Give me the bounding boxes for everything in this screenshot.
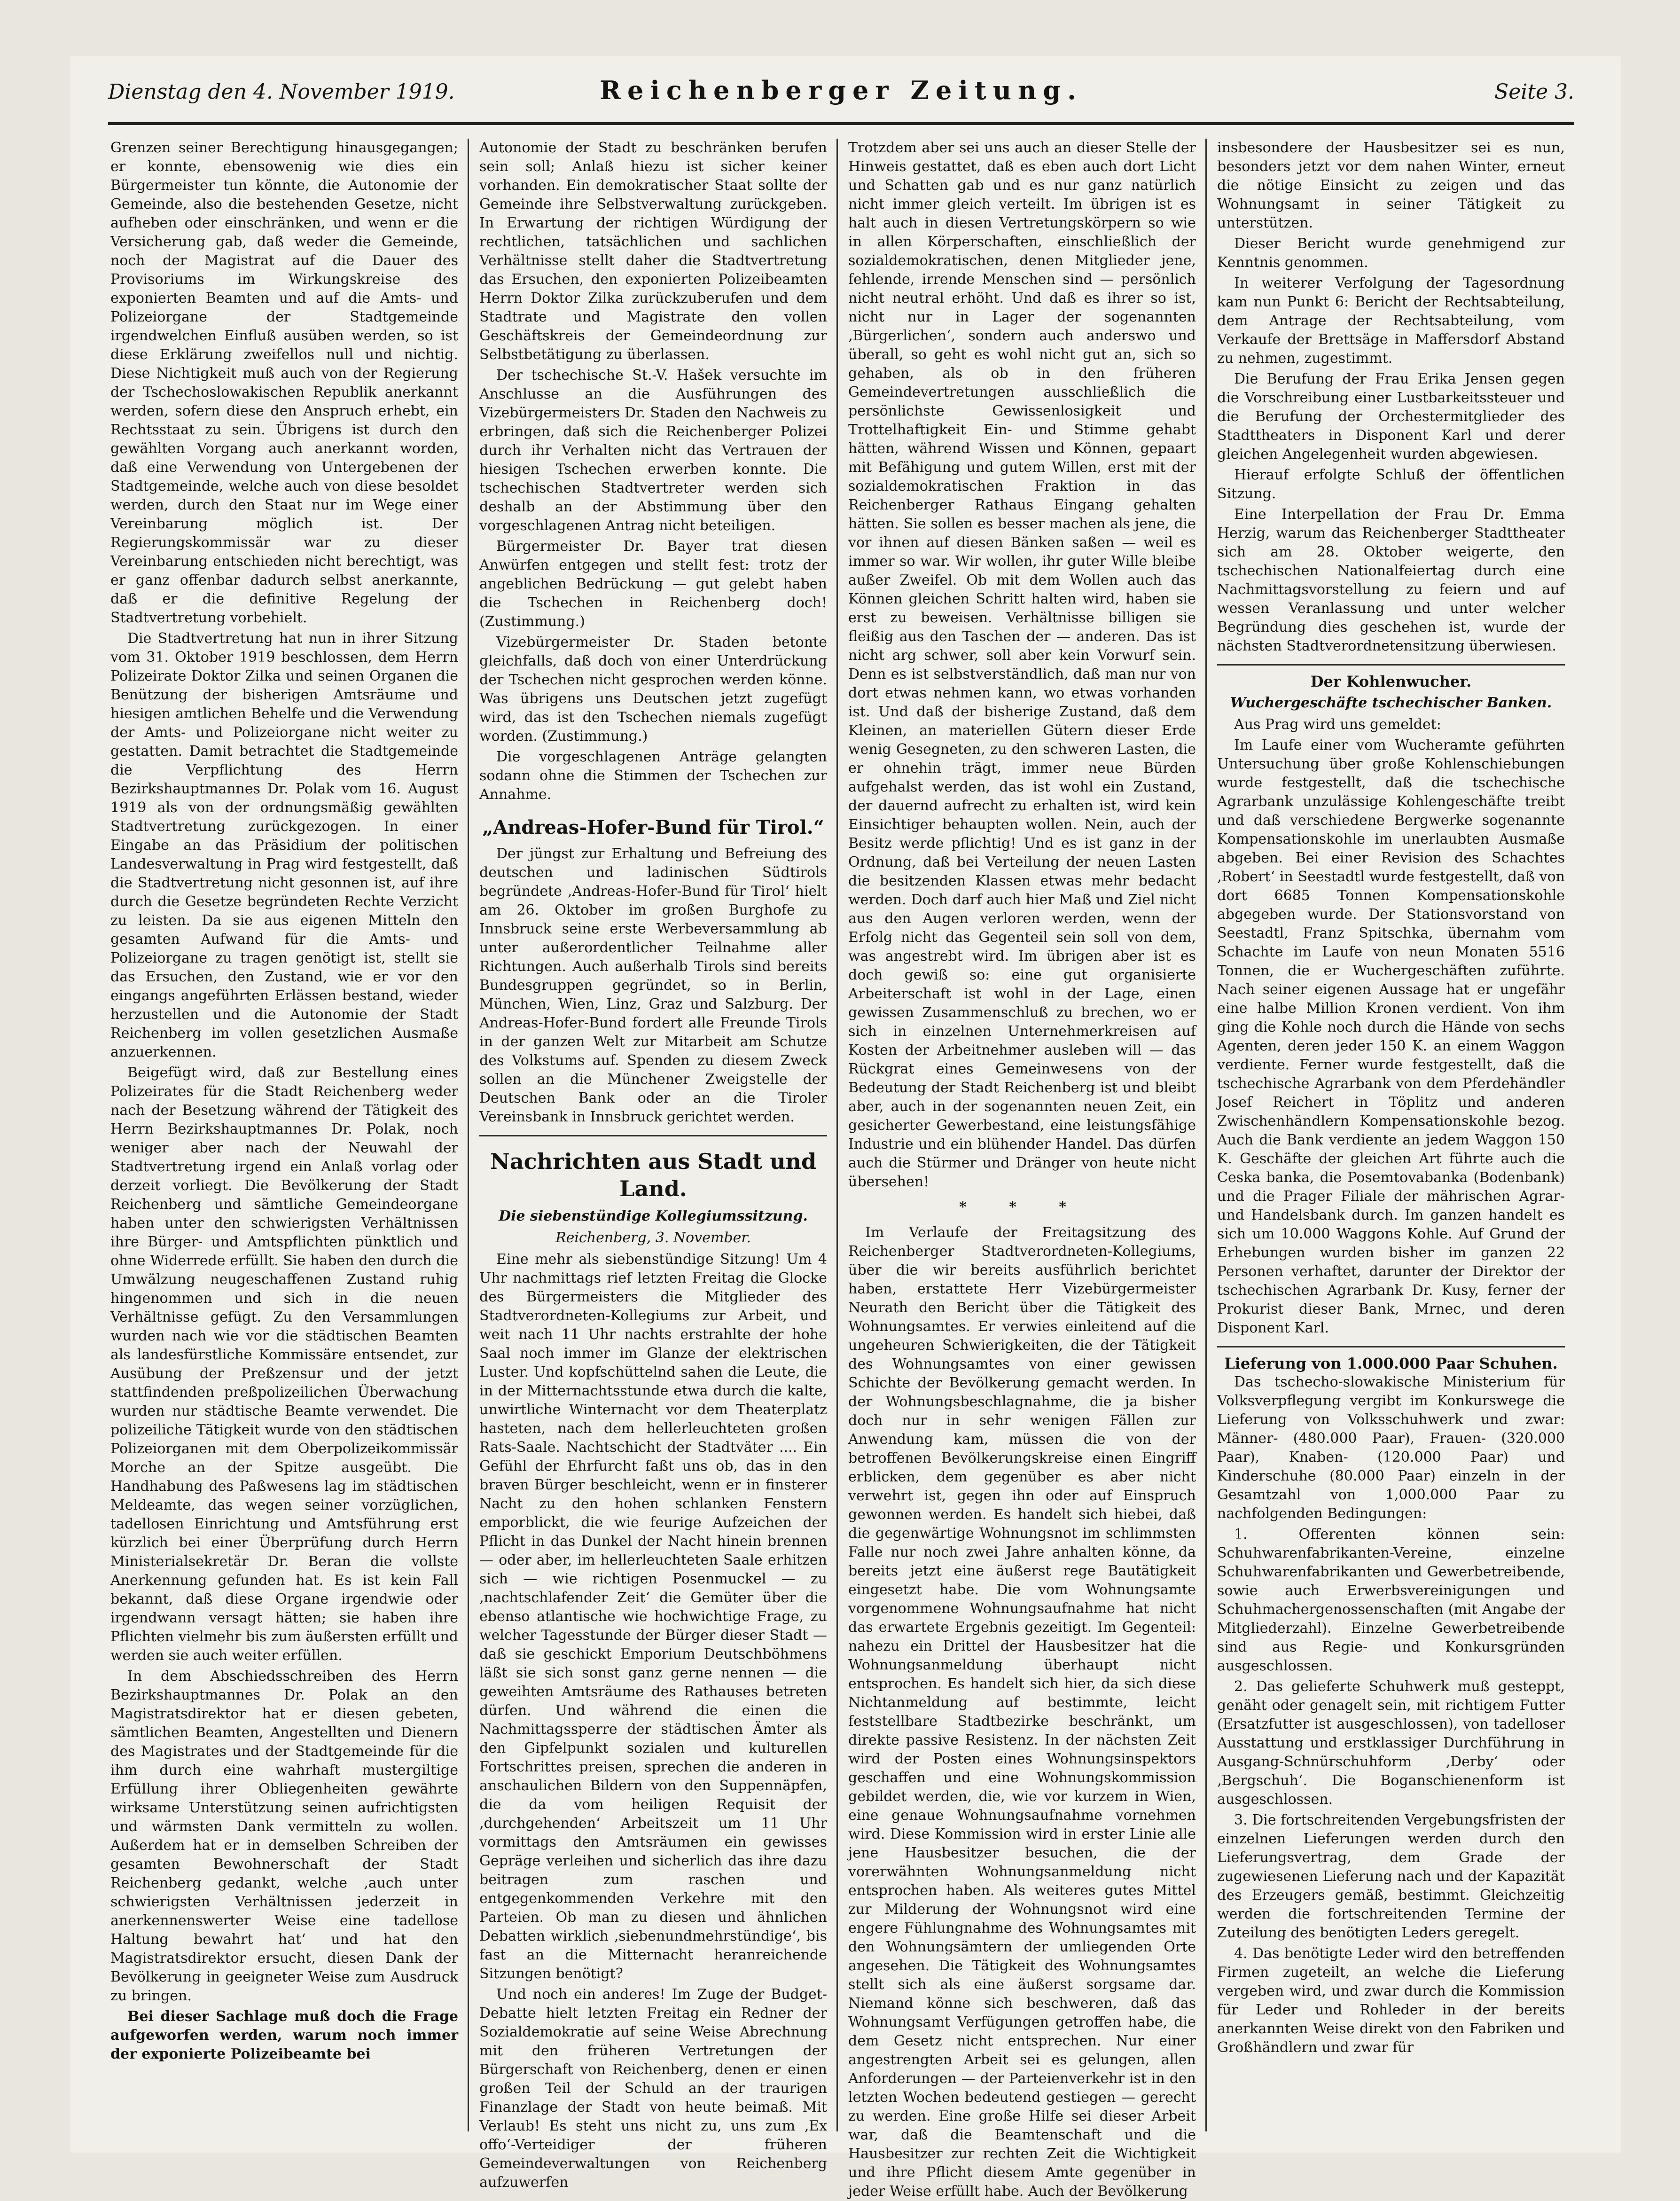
column-1 <box>110 139 458 2113</box>
article-paragraph: Beigefügt wird, daß zur Bestellung eines Polizeirates für die Stadt Reichenberg weder nach der Besetzung während der Tätigkeit des Herrn Bezirkshauptmannes Dr. Polak, noch weniger aber nach der Neuwahl der Stadtvertretung irgend ein Anlaß vorlag oder derzeit vorliegt. Die Bevölkerung der Stadt Reichenberg und sämtliche Gemeindeorgane haben unter den schwierigsten Verhältnissen ihre Bürger- und Amtspflichten pünktlich und ohne Widerrede erfüllt. Sie haben den durch die Umwälzung neugeschaffenen Zustand ruhig hingenommen und sich in die neuen Verhältnisse gefügt. Zu den Versammlungen wurden nach wie vor die städtischen Beamten als landesfürstliche Kommissäre entsendet, zur Ausübung der Preßzensur und der jetzt stattfindenden preßpolizeilichen Überwachung wurden nur städtische Beamte verwendet. Die polizeiliche Tätigkeit wurde von den städtischen Polizeiorganen mit dem Oberpolizeikommissär Morche an der Spitze ausgeübt. Die Handhabung des Paßwesens lag im städtischen Meldeamte, das wegen seiner vorzüglichen, tadellosen Einrichtung und Amtsführung erst kürzlich bei einer Überprüfung durch Herrn Ministerialsekretär Dr. Beran die vollste Anerkennung gefunden hat. Es ist kein Fall bekannt, daß diese Organe irgendwie oder irgendwann versagt hätten; sie haben ihre Pflichten vielmehr bis zum äußersten erfüllt und werden sie auch weiter erfüllen. <box>110 1065 458 1664</box>
masthead-title: Reichenberger Zeitung. <box>600 75 1083 105</box>
article-paragraph: Die Berufung der Frau Erika Jensen gegen die Vorschreibung einer Lustbarkeitssteuer und die Berufung der Orchestermitglieder des Stadttheaters in Disponent Karl und derer gleichen Angelegenheit wurden abgewiesen. <box>1217 371 1565 462</box>
column-divider <box>1205 139 1207 2131</box>
article-paragraph: Die vorgeschlagenen Anträge gelangten sodann ohne die Stimmen der Tschechen zur Annahme. <box>479 749 827 803</box>
article-paragraph: In weiterer Verfolgung der Tagesordnung kam nun Punkt 6: Bericht der Rechtsabteilung, dem Antrage der Rechtsabteilung, vom Verkaufe der Brettsäge in Maffersdorf Abstand zu nehmen, zugestimmt. <box>1217 275 1565 367</box>
article-paragraph: Die Stadtvertretung hat nun in ihrer Sitzung vom 31. Oktober 1919 beschlossen, dem Herrn Polizeirate Doktor Zilka und seinen Organen die Benützung der bisherigen Amtsräume und hiesigen amtlichen Behelfe und die Verwendung der Amts- und Polizeiorgane nicht weiter zu gestatten. Damit betrachtet die Stadtgemeinde die Verpflichtung des Herrn Bezirkshauptmannes Dr. Polak vom 16. August 1919 als von der ordnungsmäßig gewählten Stadtvertretung zurückgezogen. In einer Eingabe an das Präsidium der politischen Landesverwaltung in Prag wird festgestellt, daß die Stadtvertretung nicht gesonnen ist, auf ihre durch die Gesetze begründeten Rechte Verzicht zu leisten. Da sie aus eigenen Mitteln den gesamten Aufwand für die Amts- und Polizeiorgane zu tragen genötigt ist, stellt sie das Ersuchen, den Zustand, wie er vor den eingangs angeführten Erlässen bestand, wieder herzustellen und die Autonomie der Stadt Reichenberg im vollen gesetzlichen Ausmaße anzuerkennen. <box>110 630 458 1060</box>
column-divider <box>836 139 838 2131</box>
article-paragraph: Autonomie der Stadt zu beschränken berufen sein soll; Anlaß hiezu ist sicher keiner vorhanden. Ein demokratischer Staat sollte der Gemeinde ihre Selbstverwaltung zurückgeben. In Erwartung der richtigen Würdigung der rechtlichen, tatsächlichen und sachlichen Verhältnisse stellt daher die Stadtvertretung das Ersuchen, den exponierten Polizeibeamten Herrn Doktor Zilka zurückzuberufen und dem Stadtrate und Magistrate den vollen Geschäftskreis der Gemeindeordnung zur Selbstbetätigung zu überlassen. <box>479 140 827 363</box>
section-separator-stars: * * * <box>959 1199 1085 1215</box>
article-paragraph: Grenzen seiner Berechtigung hinausgegangen; er konnte, ebensowenig wie dies ein Bürgermeister tun könnte, die Autonomie der Gemeinde, also die bestehenden Gesetze, nicht aufheben oder einschränken, und wenn er die Versicherung gab, daß weder die Gemeinde, noch der Magistrat auf die Dauer des Provisoriums im Wirkungskreise des exponierten Beamten und auf die Amts- und Polizeiorgane der Stadtgemeinde irgendwelchen Einfluß ausüben werden, so ist diese Erklärung zweifellos null und nichtig. Diese Nichtigkeit muß auch von der Regierung der Tschechoslowakischen Republik anerkannt werden, sofern diese den Anspruch erhebt, ein Rechtsstaat zu sein. Übrigens ist durch den gewählten Vorgang auch anerkannt worden, daß eine Verwendung von Untergebenen der Stadtgemeinde, welche auch von diese besoldet werden, durch den Staat nur im Wege einer Vereinbarung möglich ist. Der Regierungskommissär war zu dieser Vereinbarung entschieden nicht berechtigt, was er ganz offenbar dadurch selbst anerkannte, daß er die definitive Regelung der Stadtvertretung vorbehielt. <box>110 140 458 626</box>
article-heading-andreas-hofer: „Andreas-Hofer-Bund für Tirol.“ <box>482 816 824 838</box>
newspaper-page <box>70 56 1621 2200</box>
section-divider <box>479 1135 827 1136</box>
article-paragraph: Im Laufe einer vom Wucheramte geführten Untersuchung über große Kohlenschiebungen wurde festgestellt, daß die tschechische Agrarbank unzulässige Kohlengeschäfte treibt und daß verschiedene Bergwerke sogenannte Kompensationskohle im unerlaubten Ausmaße abgeben. Bei einer Revision des Schachtes ‚Robert‘ in Seestadtl wurde festgestellt, daß von dort 6685 Tonnen Kompensationskohle abgegeben wurde. Der Stationsvorstand von Seestadtl, Franz Spitschka, übernahm vom Schachte im Laufe von neun Monaten 5516 Tonnen, die er Wuchergeschäften zuführte. Nach seiner eigenen Aussage hat er ungefähr eine halbe Million Kronen verdient. Von ihm ging die Kohle noch durch die Hände von sechs Agenten, deren jeder 150 K. an einem Waggon verdiente. Ferner wurde festgestellt, daß die tschechische Agrarbank von dem Pferdehändler Josef Reichert in Töplitz und anderen Zwischenhändlern Kompensationskohle bezog. Auch die Bank verdiente an jedem Waggon 150 K. Geschäfte der gleichen Art führte auch die Ceska banka, die Posemtovabanka (Bodenbank) und die Prager Filiale der mährischen Agrar- und Handelsbank durch. Im ganzen handelt es sich um 10.000 Waggons Kohle. Auf Grund der Erhebungen wurden bisher im ganzen 22 Personen verhaftet, darunter der Direktor der tschechischen Agrarbank Dr. Kusy, ferner der Prokurist dieser Bank, Mrnec, und deren Disponent Karl. <box>1217 737 1565 1336</box>
issue-date: Dienstag den 4. November 1919. <box>108 80 455 104</box>
article-paragraph: Der tschechische St.-V. Hašek versuchte im Anschlusse an die Ausführungen des Vizebürgermeisters Dr. Staden den Nachweis zu erbringen, daß sich die Reichenberger Polizei durch ihr Verhalten nicht das Vertrauen der hiesigen Tschechen erwerben konnte. Die tschechischen Stadtvertreter werden sich deshalb an der Abstimmung über den vorgeschlagenen Antrag nicht beteiligen. <box>479 367 827 534</box>
article-paragraph: Vizebürgermeister Dr. Staden betonte gleichfalls, daß doch von einer Unterdrückung der Tschechen nicht gesprochen werden könne. Was übrigens uns Deutschen jetzt zugefügt wird, das ist den Tschechen niemals zugefügt worden. (Zustimmung.) <box>479 634 827 744</box>
article-subhead: Die siebenstündige Kollegiumssitzung. <box>499 1208 808 1224</box>
column-4 <box>1217 139 1565 2113</box>
article-dateline: Aus Prag wird uns gemeldet: <box>1234 716 1441 733</box>
article-paragraph: Eine mehr als siebenstündige Sitzung! Um 4 Uhr nachmittags rief letzten Freitag die Glocke des Bürgermeisters die Mitglieder des Stadtverordneten-Kollegiums zur Arbeit, und weit nach 11 Uhr nachts erstrahlte der hohe Saal noch immer im Glanze der elektrischen Luster. Und kopfschüttelnd sahen die Leute, die in der Mitternachtsstunde etwa durch die kalte, unwirtliche Winternacht vor dem Theaterplatz hasteten, nach dem hellerleuchteten großen Rats-Saale. Nachtschicht der Stadtväter .... Ein Gefühl der Ehrfurcht faßt uns ob, das in den braven Bürger beschleicht, wenn er in finsterer Nacht zu den hohen schlanken Fenstern emporblickt, die wie feurige Aufzeichen der Pflicht in das Dunkel der Nacht hinein brennen — oder aber, im hellerleuchteten Saale erhitzen sich — wie richtigen Posenmuckel — zu ‚nachtschlafender Zeit‘ die Gemüter über die ebenso atlantische wie hochwichtige Frage, zu welcher Tagesstunde der Bürger dieser Stadt — daß sie geschickt Emporium Deutschböhmens läßt sie sich sonst ganz gerne nennen — die geweihten Amtsräume des Rathauses betreten dürfen. Und während die einen die Nachmittagssperre der städtischen Ämter als den Gipfelpunkt sozialen und kulturellen Fortschrittes preisen, sprechen die anderen in anschaulichen Bildern von den Suppennäpfen, die da vom heiligen Requisit der ‚durchgehenden‘ Arbeitszeit um 11 Uhr vormittags den Amtsräumen ein gewisses Gepräge verleihen und sicherlich das ihre dazu beitragen zum raschen und entgegenkommenden Verkehre mit den Parteien. Ob man zu diesen und ähnlichen Debatten wirklich ‚siebenundmehrstündige‘, bis fast an die Mitternacht heranreichende Sitzungen benötigt? <box>479 1251 827 1982</box>
article-paragraph: Hierauf erfolgte Schluß der öffentlichen Sitzung. <box>1217 467 1565 502</box>
article-dateline: Reichenberg, 3. November. <box>555 1230 751 1246</box>
column-3 <box>848 139 1196 2200</box>
page-header <box>108 70 1574 125</box>
article-paragraph: Der jüngst zur Erhaltung und Befreiung des deutschen und ladinischen Südtirols begründete ‚Andreas-Hofer-Bund für Tirol‘ hielt am 26. Oktober im großen Burghofe zu Innsbruck seine erste Werbeversammlung ab unter außerordentlicher Teilnahme aller Richtungen. Auch außerhalb Tirols sind bereits Bundesgruppen gegründet, so in Berlin, München, Wien, Linz, Graz und Salzburg. Der Andreas-Hofer-Bund fordert alle Freunde Tirols in der ganzen Welt zur Mitarbeit am Schutze des Volkstums auf. Spenden zu diesem Zweck sollen an die Münchener Zweigstelle der Deutschen Bank oder an die Tiroler Vereinsbank in Innsbruck gerichtet werden. <box>479 846 827 1125</box>
article-paragraph: Eine Interpellation der Frau Dr. Emma Herzig, warum das Reichenberger Stadttheater sich am 28. Oktober weigerte, den tschechischen Nationalfeiertag durch eine Nachmittagsvorstellung zu feiern und auf wessen Veranlassung und unter welcher Begründung dies geschehen ist, wurde der nächsten Stadtverordnetensitzung überwiesen. <box>1217 506 1565 654</box>
article-paragraph: Bei dieser Sachlage muß doch die Frage aufgeworfen werden, warum noch immer der exponierte Polizeibeamte bei <box>110 2008 458 2062</box>
column-2 <box>479 139 827 2191</box>
article-paragraph: Im Verlaufe der Freitagsitzung des Reichenberger Stadtverordneten-Kollegiums, über die wir bereits ausführlich berichtet haben, erstattete Herr Vizebürgermeister Neurath den Bericht über die Tätigkeit des Wohnungsamtes. Er verwies einleitend auf die ungeheuren Schwierigkeiten, die der Tätigkeit des Wohnungsamtes von einer gewissen Schichte der Bevölkerung gemacht werden. In der Wohnungsbeschlagnahme, die ja bisher doch nur in sehr wenigen Fällen zur Anwendung kam, müssen die von der betroffenen Bevölkerungskreise einen Eingriff erblicken, dem gegenüber es aber nicht verwehrt ist, gegen ihn oder auf Einspruch gewonnen werden. Es handelt sich hiebei, daß die gegenwärtige Wohnungsnot im schlimmsten Falle nur noch zwei Jahre anhalten könne, da bereits jetzt eine äußerst rege Bautätigkeit eingesetzt habe. Die vom Wohnungsamte vorgenommene Wohnungsaufnahme hat nicht das erwartete Ergebnis gezeitigt. Im Gegenteil: nahezu ein Drittel der Hausbesitzer hat die Wohnungsanmeldung überhaupt nicht entsprochen. Es handelt sich hier, da sich diese Nichtanmeldung auf bestimmte, leicht feststellbare Stadtbezirke beschränkt, um direkte passive Resistenz. In der nächsten Zeit wird der Posten eines Wohnungsinspektors geschaffen und eine Wohnungskommission gebildet werden, die, wie vor kurzem in Wien, eine genaue Wohnungsaufnahme vornehmen wird. Diese Kommission wird in erster Linie alle jene Hausbesitzer besuchen, die der vorerwähnten Wohnungsanmeldung nicht entsprochen haben. Als weiteres gutes Mittel zur Milderung der Wohnungsnot wird eine engere Fühlungnahme des Wohnungsamtes mit den Wohnungsämtern der umliegenden Orte angesehen. Die Tätigkeit des Wohnungsamtes stellt sich als eine äußerst sorgsame dar. Niemand könne sich beschweren, daß das Wohnungsamt Verfügungen getroffen habe, die dem Gesetz nicht entsprechen. Nur einer angestrengten Arbeit sei es gelungen, allen Anforderungen — der Parteienverkehr ist in den letzten Wochen bedeutend gestiegen — gerecht zu werden. Eine große Hilfe sei dieser Arbeit war, daß die Beamtenschaft und die Hausbesitzer zur rechten Zeit die Wichtigkeit und ihre Pflicht diesem Amte gegenüber in jeder Weise erfüllt habe. Auch der Bevölkerung <box>848 1224 1196 2200</box>
article-heading-kohlenwucher: Der Kohlenwucher. <box>1217 664 1565 691</box>
article-paragraph: Das tschecho-slowakische Ministerium für Volksverpflegung vergibt im Konkurswege die Lieferung von Volksschuhwerk und zwar: Männer- (480.000 Paar), Frauen- (320.000 Paar), Knaben- (120.000 Paar) und Kinderschuhe (80.000 Paar) einzeln in der Gesamtzahl von 1,000.000 Paar zu nachfolgenden Bedingungen: <box>1217 1374 1565 1522</box>
article-paragraph: 3. Die fortschreitenden Vergebungsfristen der einzelnen Lieferungen werden durch den Lieferungsvertrag, dem Grade der zugewiesenen Lieferung nach und der Kapazität des Erzeugers gemäß, bestimmt. Gleichzeitig werden die fortschreitenden Termine der Zuteilung des benötigten Leders geregelt. <box>1217 1812 1565 1941</box>
article-paragraph: 1. Offerenten können sein: Schuhwarenfabrikanten-Vereine, einzelne Schuhwarenfabrikanten und Gewerbetreibende, sowie auch Erwerbsvereinigungen und Schuhmachergenossenschaften (mit Angabe der Mitgliederzahl). Einzelne Gewerbetreibende sind aus Regie- und Konkursgründen ausgeschlossen. <box>1217 1526 1565 1674</box>
article-paragraph: Trotzdem aber sei uns auch an dieser Stelle der Hinweis gestattet, daß es eben auch dort Licht und Schatten gab und es nur ganz natürlich nicht immer gleich verteilt. Im übrigen ist es halt auch in diesen Vertretungskörpern so wie in allen Körperschaften, einschließlich der sozialdemokratischen, denen Mitglieder jene, fehlende, irrende Menschen sind — persönlich nicht neutral erhöht. Und daß es ihrer so ist, nicht nur in Lager der sogenannten ‚Bürgerlichen‘, sondern auch anderswo und überall, so geht es wohl nicht gut an, sich so gehaben, als ob in den früheren Gemeindevertretungen ausschließlich die persönlichste Gewissenlosigkeit und Trottelhaftigkeit Ein- und Stimme gehabt hätten, während Wissen und Können, gepaart mit Befähigung und gutem Willen, erst mit der sozialdemokratischen Fraktion in das Reichenberger Rathaus Eingang gehalten hätten. Sie sollen es besser machen als jene, die vor ihnen auf diesen Bänken saßen — weil es immer so war. Wir wollen, ihr guter Wille bleibe außer Zweifel. Ob mit dem Wollen auch das Können gleichen Schritt halten wird, haben sie erst zu beweisen. Verhältnisse billigen sie fleißig aus den Taschen der — anderen. Das ist nicht arg schwer, soll aber kein Vorwurf sein. Denn es ist selbstverständlich, daß man nur von dort etwas nehmen kann, wo etwas vorhanden ist. Und daß der bisherige Zustand, daß dem Kleinen, an materiellen Gütern dieser Erde wenig Gesegneten, zu den schweren Lasten, die er ohnehin trägt, immer neue Bürden aufgehalst werden, das ist wohl ein Zustand, der dauernd aufrecht zu erhalten ist, wird kein Einsichtiger behaupten wollen. Nein, auch der Besitz werde pflichtig! Und es ist ganz in der Ordnung, daß bei Verteilung der neuen Lasten die besitzenden Klassen etwas mehr bedacht werden. Doch darf auch hier Maß und Ziel nicht aus den Augen verloren werden, wenn der Erfolg nicht das Gegenteil sein soll von dem, was angestrebt wird. Im übrigen aber ist es doch gewiß so: eine gut organisierte Arbeiterschaft ist wohl in der Lage, einen gewissen Zusammenschluß zu brechen, wo er sich in einzelnen Unternehmerkreisen auf Kosten der Arbeitnehmer ausleben will — das Rückgrat eines Gemeinwesens von der Bedeutung der Stadt Reichenberg ist und bleibt aber, auch in der sogenannten neuen Zeit, ein gesicherter Gewerbestand, eine leistungsfähige Industrie und ein blühender Handel. Das dürfen auch die Stürmer und Dränger von heute nicht übersehen! <box>848 140 1196 1190</box>
article-heading-schuhe: Lieferung von 1.000.000 Paar Schuhen. <box>1217 1346 1565 1373</box>
article-paragraph: insbesondere der Hausbesitzer sei es nun, besonders jetzt vor dem nahen Winter, erneut die nötige Einsicht zu zeigen und das Wohnungsamt in seiner Tätigkeit zu unterstützen. <box>1217 140 1565 231</box>
column-divider <box>468 139 469 2131</box>
article-paragraph: Und noch ein anderes! Im Zuge der Budget-Debatte hielt letzten Freitag ein Redner der Sozialdemokratie auf seine Weise Abrechnung mit den früheren Vertretungen der Bürgerschaft von Reichenberg, denen er einen großen Teil der Schuld an der traurigen Finanzlage der Stadt von heute beimaß. Mit Verlaub! Es steht uns nicht zu, uns zum ‚Ex offo‘-Verteidiger der früheren Gemeindeverwaltungen von Reichenberg aufzuwerfen <box>479 1986 827 2191</box>
article-paragraph: In dem Abschiedsschreiben des Herrn Bezirkshauptmannes Dr. Polak an den Magistratsdirektor hat er diesen gebeten, sämtlichen Beamten, Angestellten und Dienern des Magistrates und der Stadtgemeinde für die ihm durch eine wahrhaft mustergiltige Erfüllung ihrer Obliegenheiten gewährte wirksame Unterstützung seinen aufrichtigsten und wärmsten Dank vermitteln zu wollen. Außerdem hat er in demselben Schreiben der gesamten Bewohnerschaft der Stadt Reichenberg gedankt, welche ‚auch unter schwierigsten Verhältnissen jederzeit in anerkennenswerter Weise eine tadellose Haltung bewahrt hat‘ und hat den Magistratsdirektor ersucht, diesen Dank der Bevölkerung in geeigneter Weise zum Ausdruck zu bringen. <box>110 1668 458 2004</box>
page-number: Seite 3. <box>1494 80 1574 104</box>
article-paragraph: Bürgermeister Dr. Bayer trat diesen Anwürfen entgegen und stellt fest: trotz der angeblichen Bedrückung — gut gelebt haben die Tschechen in Reichenberg doch! (Zustimmung.) <box>479 538 827 630</box>
section-heading-local-news: Nachrichten aus Stadt und Land. <box>490 1149 817 1201</box>
article-paragraph: Dieser Bericht wurde genehmigend zur Kenntnis genommen. <box>1217 235 1565 271</box>
article-paragraph: 4. Das benötigte Leder wird den betreffenden Firmen zugeteilt, an welche die Lieferung vergeben wird, und zwar durch die Kommission für Leder und Rohleder in der bereits anerkannten Weise direkt von den Fabriken und Großhändlern und zwar für <box>1217 1945 1565 2056</box>
article-paragraph: 2. Das gelieferte Schuhwerk muß gesteppt, genäht oder genagelt sein, mit richtigem Futter (Ersatzfutter ist ausgeschlossen), von tadelloser Ausstattung und erstklassiger Durchführung in Ausgang-Schnürschuhform ‚Derby‘ oder ‚Bergschuh‘. Die Boganschienenform ist ausgeschlossen. <box>1217 1678 1565 1808</box>
article-subhead: Wuchergeschäfte tschechischer Banken. <box>1230 695 1552 711</box>
